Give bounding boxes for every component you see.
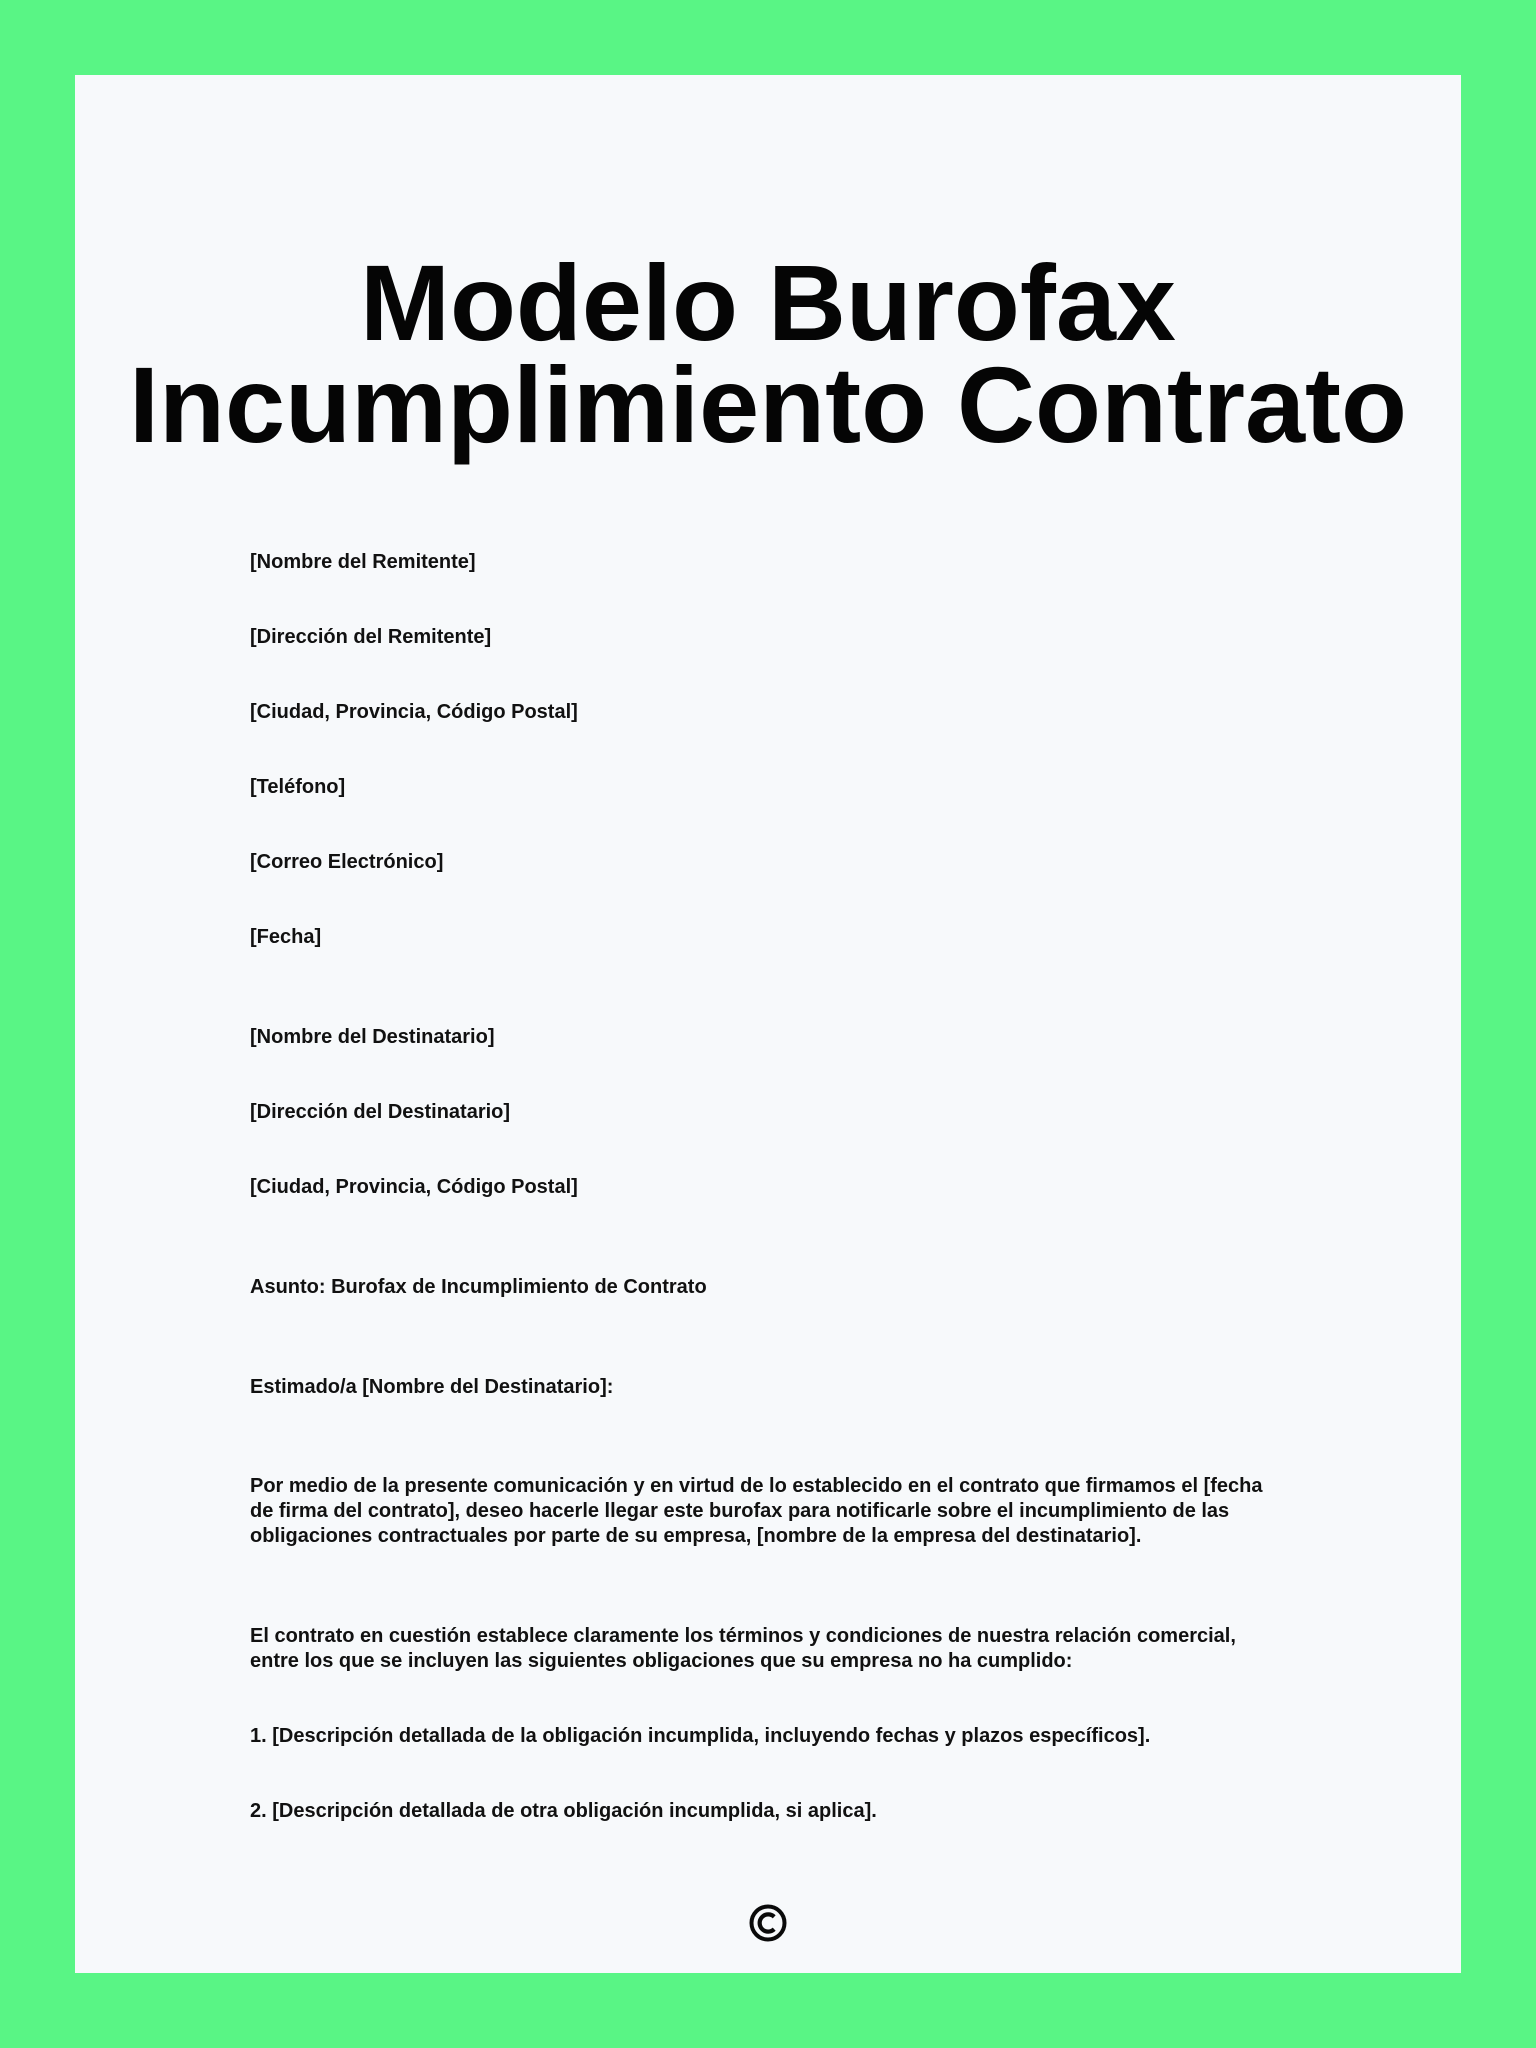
title-line-2: Incumplimiento Contrato [129, 344, 1407, 465]
document-page [75, 75, 1461, 1973]
letter-subject: Asunto: Burofax de Incumplimiento de Contrato [250, 1276, 707, 1298]
obligation-item-2: 2. [Descripción detallada de otra obligación incumplida, si aplica]. [250, 1800, 877, 1822]
recipient-address: [Dirección del Destinatario] [250, 1101, 511, 1123]
paragraph-line: entre los que se incluyen las siguientes obligaciones que su empresa no ha cumplido: [250, 1650, 1073, 1672]
title-line-1: Modelo Burofax [359, 242, 1176, 363]
paragraph-notification [250, 1474, 1350, 1549]
sender-city: [Ciudad, Provincia, Código Postal] [250, 701, 578, 723]
letter-greeting: Estimado/a [Nombre del Destinatario]: [250, 1376, 614, 1398]
paragraph-line: Por medio de la presente comunicación y en virtud de lo establecido en el contrato que firmamos el [fecha [250, 1475, 1263, 1497]
recipient-city: [Ciudad, Provincia, Código Postal] [250, 1176, 578, 1198]
recipient-name: [Nombre del Destinatario] [250, 1026, 495, 1048]
sender-address: [Dirección del Remitente] [250, 626, 492, 648]
document-title [75, 242, 1461, 465]
sender-phone: [Teléfono] [250, 776, 346, 798]
letter-date: [Fecha] [250, 926, 322, 948]
paragraph-line: de firma del contrato], deseo hacerle llegar este burofax para notificarle sobre el incumplimiento de las [250, 1500, 1230, 1522]
sender-name: [Nombre del Remitente] [250, 551, 476, 573]
paragraph-line: El contrato en cuestión establece claramente los términos y condiciones de nuestra relación comercial, [250, 1625, 1236, 1647]
copyright-icon [748, 1903, 788, 1943]
paragraph-line: obligaciones contractuales por parte de su empresa, [nombre de la empresa del destinatario]. [250, 1525, 1142, 1547]
paragraph-contract-terms [250, 1624, 1350, 1674]
obligation-item-1: 1. [Descripción detallada de la obligación incumplida, incluyendo fechas y plazos específicos]. [250, 1725, 1151, 1747]
sender-email: [Correo Electrónico] [250, 851, 444, 873]
